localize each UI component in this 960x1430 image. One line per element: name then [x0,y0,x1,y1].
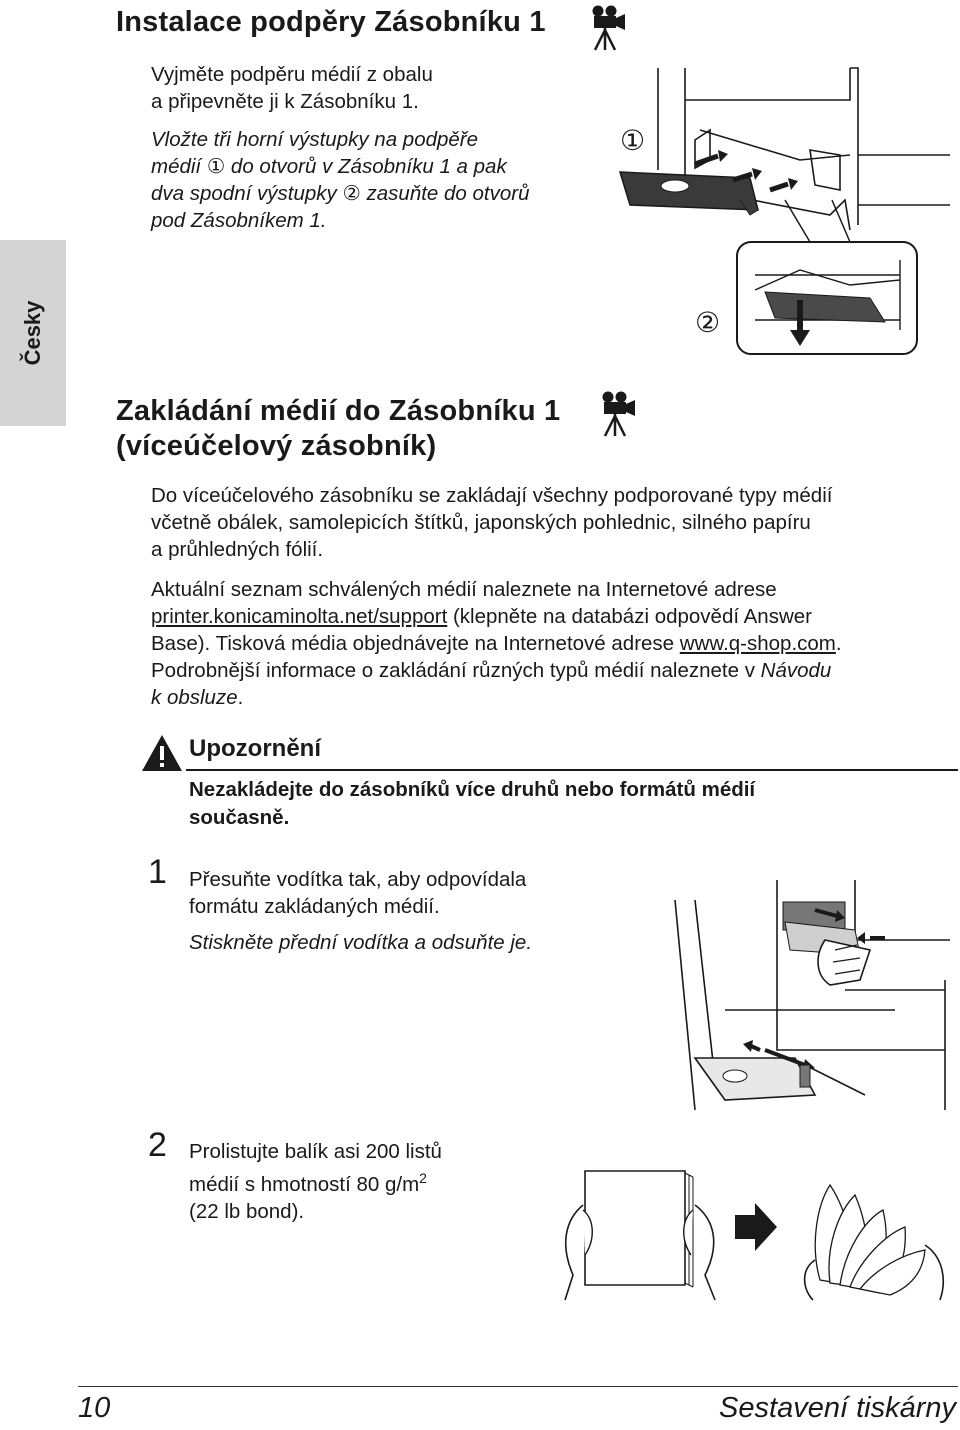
movie-camera-icon [598,390,638,438]
step2-number: 2 [148,1126,167,1164]
section1-paragraph2: Vložte tři horní výstupky na podpěře médií ① do otvorů v Zásobníku 1 a pak dva spodní výstupky ② zasuňte do otvorů pod Zásobníkem 1. [151,128,530,232]
caution-rule [186,769,958,771]
section2-paragraph1: Do víceúčelového zásobníku se zakládají všechny podporované typy médií včetně obálek, samolepicích štítků, japonských pohlednic, silného papíru a průhledných fólií. [151,484,833,561]
page-number: 10 [78,1392,111,1424]
section1-title: Instalace podpěry Zásobníku 1 [116,6,546,38]
konica-support-link[interactable]: printer.konicaminolta.net/support [151,605,448,628]
step1-text: Přesuňte vodítka tak, aby odpovídala formátu zakládaných médií. [189,868,527,918]
warning-icon [140,733,184,773]
caution-heading: Upozornění [189,735,321,762]
step2-text: Prolistujte balík asi 200 listů médií s hmotností 80 $g/m^2$ (22 lb bond). [189,1140,442,1223]
language-tab-label: Česky [20,300,45,366]
callout-2: ② [695,307,721,338]
marker-1: ① [206,155,226,178]
section2-title: Zakládání médií do Zásobníku 1 (víceúčelový zásobník) [116,395,561,462]
movie-camera-icon [588,4,628,52]
qshop-link[interactable]: www.q-shop.com [679,632,836,655]
chapter-title: Sestavení tiskárny [719,1392,956,1424]
callout-1: ① [620,125,646,156]
footer-rule [78,1386,958,1387]
section2-paragraph2: Aktuální seznam schválených médií naleznete na Internetové adrese printer.konicaminolta.net/support (klepněte na databázi odpovědí Answer Base). Tisková média objednávejte na Internetové adrese www.q-shop.com. Podrobnější informace o zakládání různých typů médií naleznete v Návodu k obsluze. [151,578,842,709]
fan-paper-illustration [555,1165,955,1300]
tray-support-illustration [600,60,960,360]
step1-note: Stiskněte přední vodítka a odsuňte je. [189,931,533,954]
step1-number: 1 [148,853,167,891]
caution-text: Nezakládejte do zásobníků více druhů nebo formátů médií současně. [189,778,756,829]
paper-guide-illustration [665,880,955,1120]
section1-paragraph1: Vyjměte podpěru médií z obalu a připevněte ji k Zásobníku 1. [151,63,433,113]
language-tab [0,240,66,426]
marker-2: ② [342,182,361,205]
